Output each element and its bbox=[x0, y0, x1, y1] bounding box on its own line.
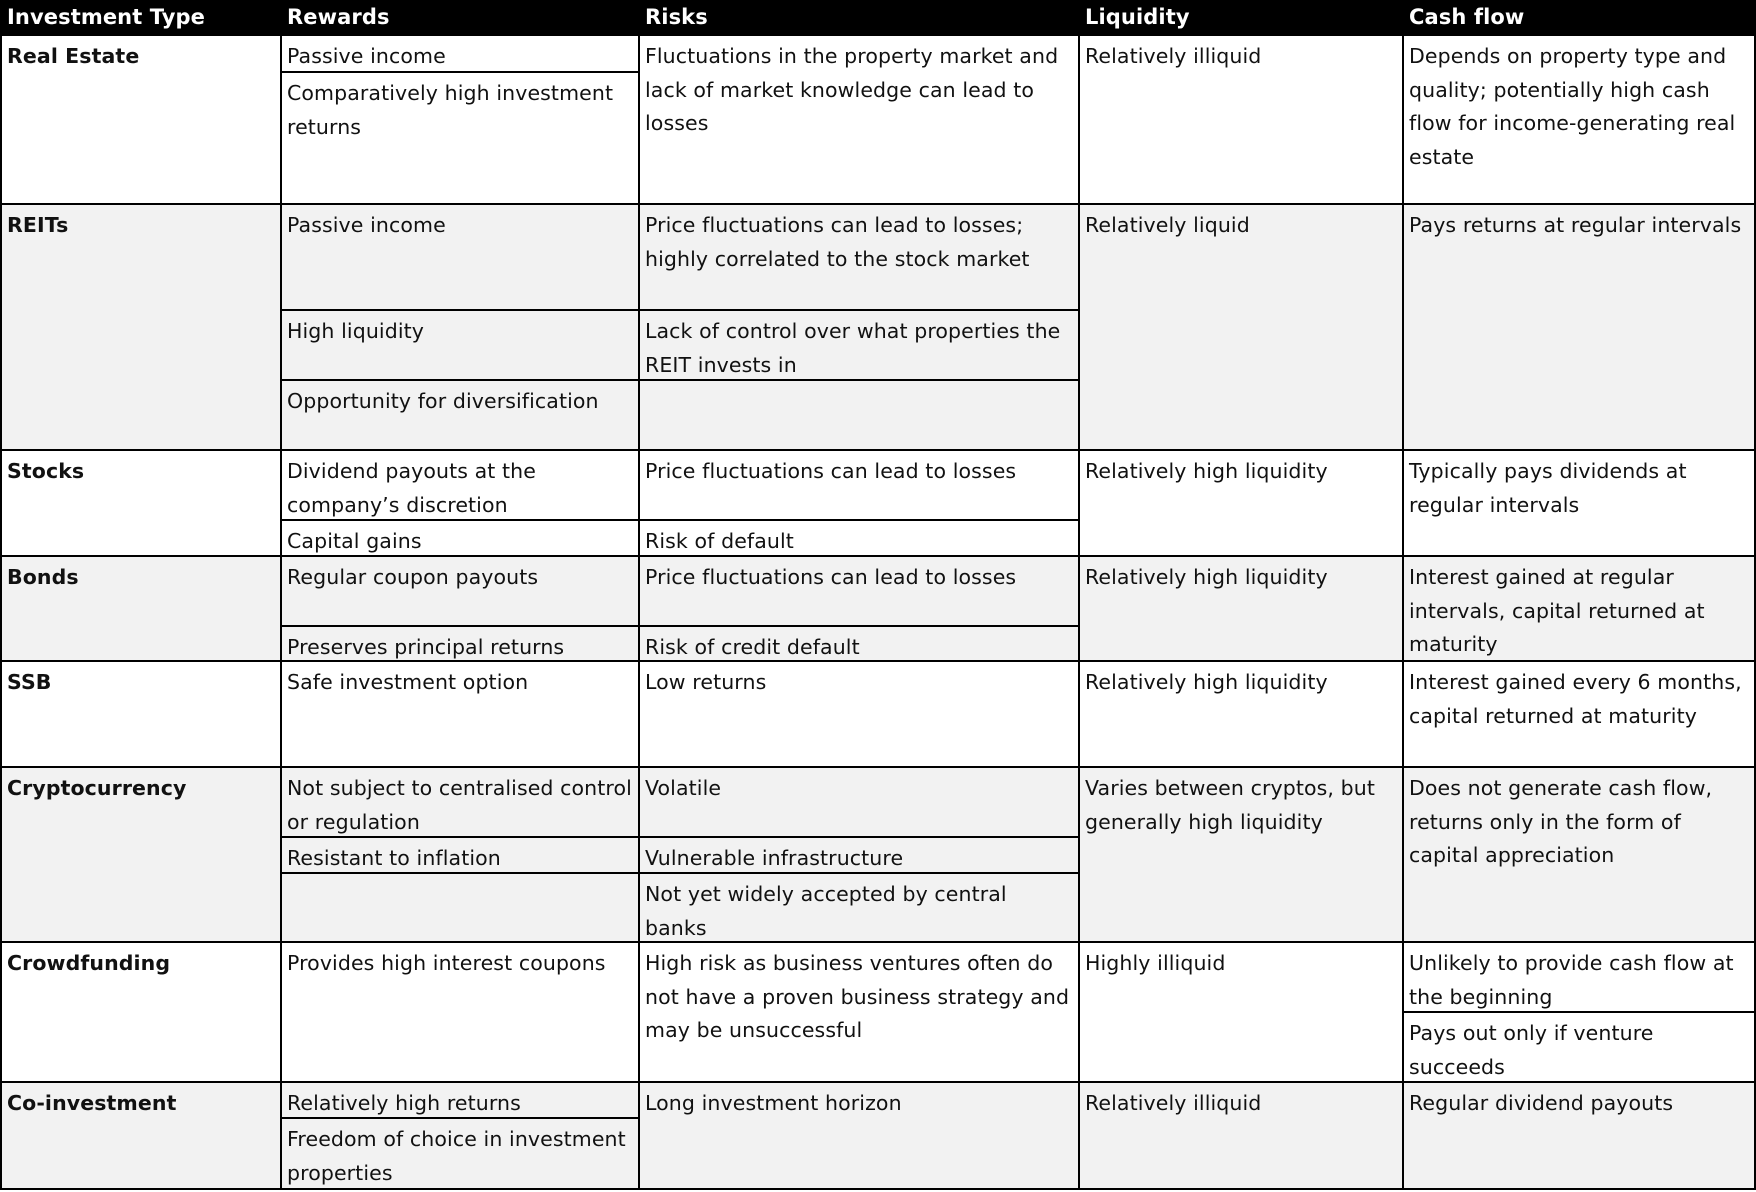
cash-flow-cell: Pays returns at regular intervals bbox=[1404, 205, 1756, 451]
liquidity-cell: Varies between cryptos, but generally high liquidity bbox=[1080, 768, 1404, 943]
risks-cell: Risk of default bbox=[640, 521, 1080, 557]
risks-cell: Price fluctuations can lead to losses bbox=[640, 451, 1080, 521]
row-investment-type: Stocks bbox=[0, 451, 282, 557]
risks-cell: Fluctuations in the property market and lack of market knowledge can lead to losses bbox=[640, 36, 1080, 205]
row-investment-type: Crowdfunding bbox=[0, 943, 282, 1083]
cash-flow-cell: Interest gained every 6 months, capital returned at maturity bbox=[1404, 662, 1756, 768]
rewards-cell bbox=[282, 874, 640, 943]
header-risks: Risks bbox=[640, 0, 1080, 36]
risks-cell: Low returns bbox=[640, 662, 1080, 768]
header-liquidity: Liquidity bbox=[1080, 0, 1404, 36]
rewards-cell: Resistant to inflation bbox=[282, 838, 640, 874]
rewards-cell: Passive income bbox=[282, 205, 640, 311]
liquidity-cell: Relatively illiquid bbox=[1080, 1083, 1404, 1190]
rewards-cell: Preserves principal returns bbox=[282, 627, 640, 662]
risks-cell: Price fluctuations can lead to losses bbox=[640, 557, 1080, 627]
rewards-cell: Freedom of choice in investment properties bbox=[282, 1119, 640, 1190]
cash-flow-cell: Typically pays dividends at regular intervals bbox=[1404, 451, 1756, 557]
rewards-cell: High liquidity bbox=[282, 311, 640, 381]
risks-cell: Not yet widely accepted by central banks bbox=[640, 874, 1080, 943]
cash-flow-cell: Regular dividend payouts bbox=[1404, 1083, 1756, 1190]
rewards-cell: Regular coupon payouts bbox=[282, 557, 640, 627]
risks-cell: High risk as business ventures often do not have a proven business strategy and may be unsuccessful bbox=[640, 943, 1080, 1083]
row-investment-type: Cryptocurrency bbox=[0, 768, 282, 943]
rewards-cell: Opportunity for diversification bbox=[282, 381, 640, 451]
header-rewards: Rewards bbox=[282, 0, 640, 36]
row-investment-type: Bonds bbox=[0, 557, 282, 662]
rewards-cell: Not subject to centralised control or regulation bbox=[282, 768, 640, 838]
risks-cell: Vulnerable infrastructure bbox=[640, 838, 1080, 874]
liquidity-cell: Relatively high liquidity bbox=[1080, 662, 1404, 768]
risks-cell: Volatile bbox=[640, 768, 1080, 838]
rewards-cell: Relatively high returns bbox=[282, 1083, 640, 1119]
rewards-cell: Passive income bbox=[282, 36, 640, 73]
cash-flow-cell: Interest gained at regular intervals, capital returned at maturity bbox=[1404, 557, 1756, 662]
risks-cell: Long investment horizon bbox=[640, 1083, 1080, 1190]
liquidity-cell: Relatively high liquidity bbox=[1080, 451, 1404, 557]
liquidity-cell: Relatively high liquidity bbox=[1080, 557, 1404, 662]
risks-cell bbox=[640, 381, 1080, 451]
row-investment-type: SSB bbox=[0, 662, 282, 768]
rewards-cell: Capital gains bbox=[282, 521, 640, 557]
row-investment-type: REITs bbox=[0, 205, 282, 451]
rewards-cell: Safe investment option bbox=[282, 662, 640, 768]
header-investment-type: Investment Type bbox=[0, 0, 282, 36]
liquidity-cell: Relatively illiquid bbox=[1080, 36, 1404, 205]
rewards-cell: Provides high interest coupons bbox=[282, 943, 640, 1083]
risks-cell: Price fluctuations can lead to losses; highly correlated to the stock market bbox=[640, 205, 1080, 311]
row-investment-type: Real Estate bbox=[0, 36, 282, 205]
row-investment-type: Co-investment bbox=[0, 1083, 282, 1190]
liquidity-cell: Relatively liquid bbox=[1080, 205, 1404, 451]
cash-flow-cell: Depends on property type and quality; potentially high cash flow for income-generating real estate bbox=[1404, 36, 1756, 205]
cash-flow-cell: Pays out only if venture succeeds bbox=[1404, 1013, 1756, 1083]
liquidity-cell: Highly illiquid bbox=[1080, 943, 1404, 1083]
header-cash-flow: Cash flow bbox=[1404, 0, 1756, 36]
cash-flow-cell: Unlikely to provide cash flow at the beginning bbox=[1404, 943, 1756, 1013]
risks-cell: Lack of control over what properties the REIT invests in bbox=[640, 311, 1080, 381]
cash-flow-cell: Does not generate cash flow, returns only in the form of capital appreciation bbox=[1404, 768, 1756, 943]
rewards-cell: Dividend payouts at the company’s discretion bbox=[282, 451, 640, 521]
rewards-cell: Comparatively high investment returns bbox=[282, 73, 640, 205]
risks-cell: Risk of credit default bbox=[640, 627, 1080, 662]
